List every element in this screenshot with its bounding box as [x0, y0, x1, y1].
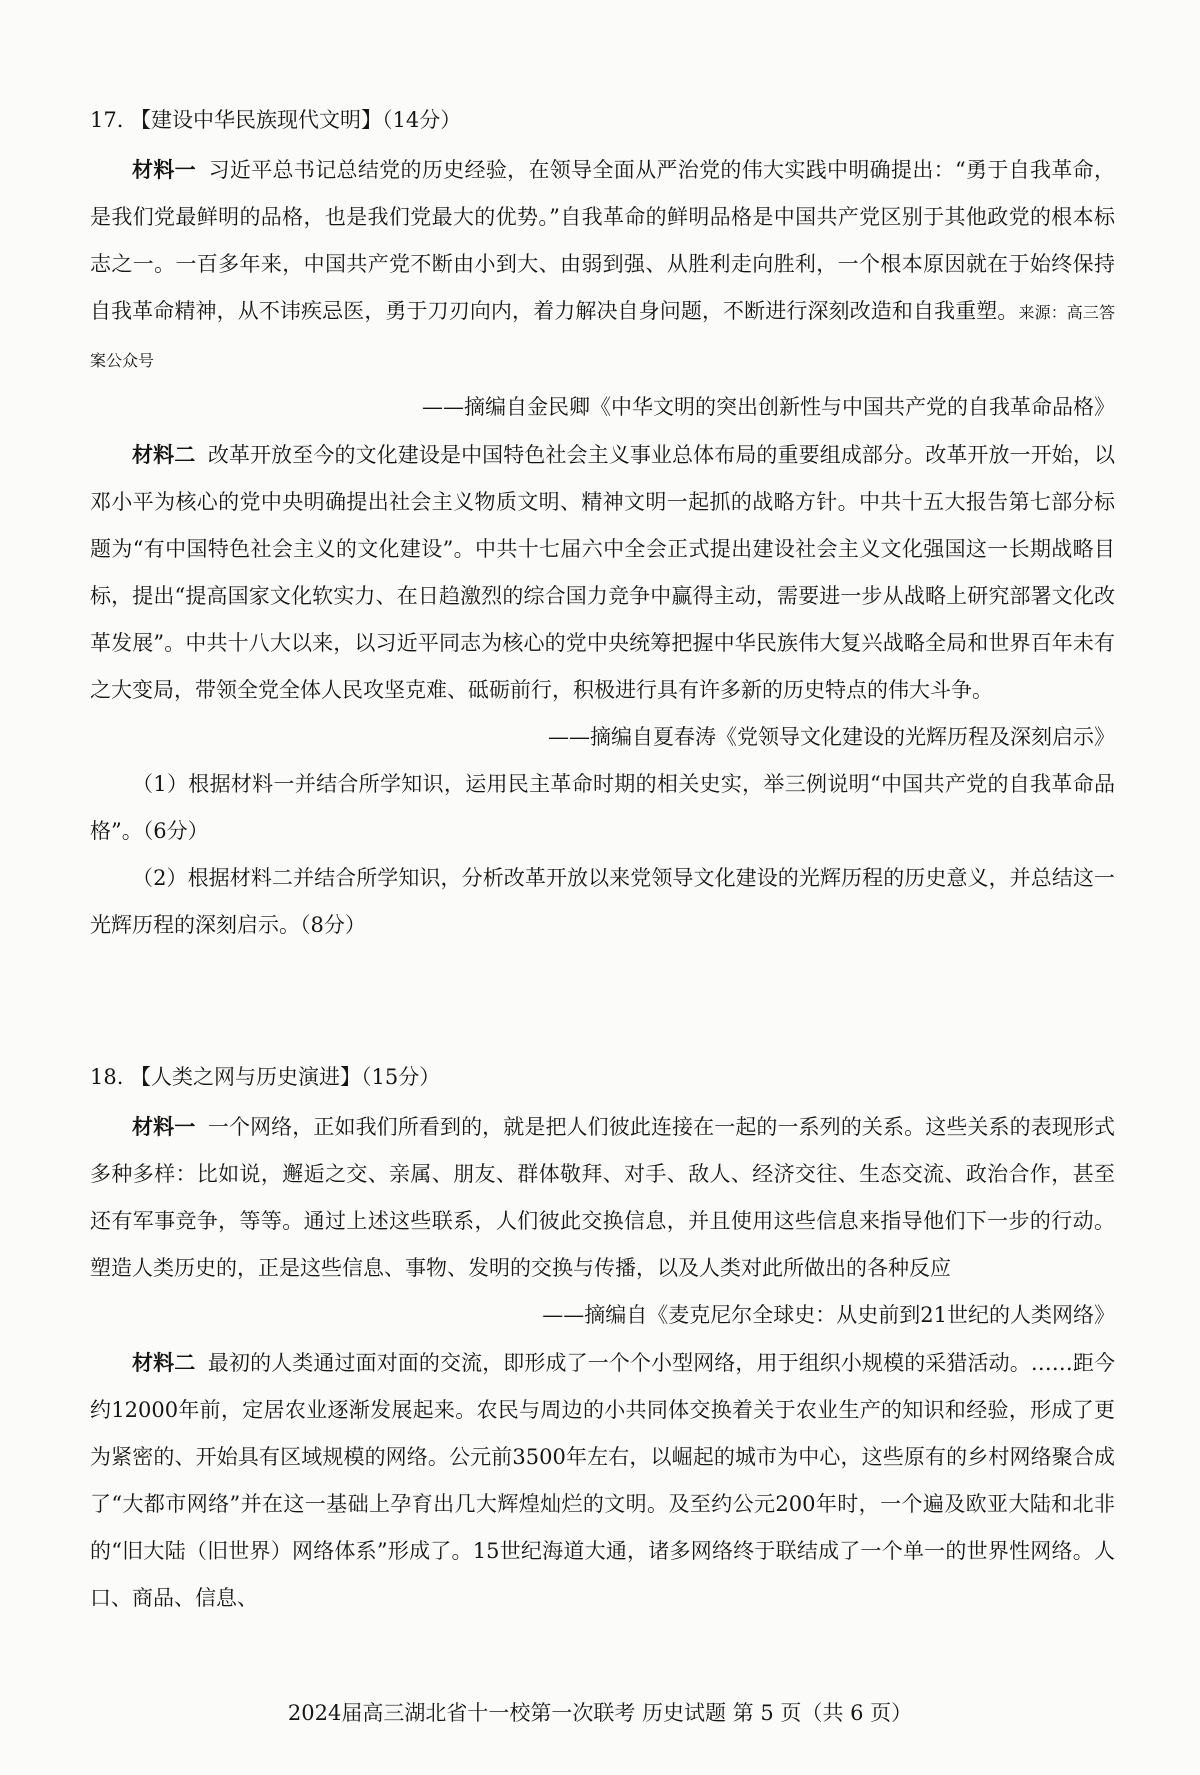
- question-18: [90, 1057, 1115, 1622]
- question-17: [90, 100, 1115, 949]
- q17-material-1: [90, 146, 1115, 384]
- q17-material-1-citation: ——摘编自金民卿《中华文明的突出创新性与中国共产党的自我革命品格》: [422, 395, 1115, 419]
- q17-material-2-citation: ——摘编自夏春涛《党领导文化建设的光辉历程及深刻启示》: [548, 725, 1115, 749]
- answer-space: [90, 949, 1115, 1057]
- q18-material-1-text: 一个网络，正如我们所看到的，就是把人们彼此连接在一起的一系列的关系。这些关系的表现形式多种多样：比如说，邂逅之交、亲属、朋友、群体敬拜、对手、敌人、经济交往、生态交流、政治合作，甚至还有军事竞争，等等。通过上述这些联系，人们彼此交换信息，并且使用这些信息来指导他们下一步的行动。塑造人类历史的，正是这些信息、事物、发明的交换与传播，以及人类对此所做出的各种反应: [90, 1115, 1115, 1280]
- q17-material-1-text: 习近平总书记总结党的历史经验，在领导全面从严治党的伟大实践中明确提出：“勇于自我革命，是我们党最鲜明的品格，也是我们党最大的优势。”自我革命的鲜明品格是中国共产党区别于其他政党的根本标志之一。一百多年来，中国共产党不断由小到大、由弱到强、从胜利走向胜利，一个根本原因就在于始终保持自我革命精神，从不讳疾忌医，勇于刀刃向内，着力解决自身问题，不断进行深刻改造和自我重塑。: [90, 158, 1116, 323]
- q18-material-2-text: 最初的人类通过面对面的交流，即形成了一个个小型网络，用于组织小规模的采猎活动。……距今约12000年前，定居农业逐渐发展起来。农民与周边的小共同体交换着关于农业生产的知识和经验，形成了更为紧密的、开始具有区域规模的网络。公元前3500年左右，以崛起的城市为中心，这些原有的乡村网络聚合成了“大都市网络”并在这一基础上孕育出几大辉煌灿烂的文明。及至约公元200年时，一个遍及欧亚大陆和北非的“旧大陆（旧世界）网络体系”形成了。15世纪海道大通，诸多网络终于联结成了一个单一的世界性网络。人口、商品、信息、: [90, 1351, 1116, 1610]
- q18-material-2: [90, 1339, 1115, 1622]
- q17-subquestion-1: （1）根据材料一并结合所学知识，运用民主革命时期的相关史实，举三例说明“中国共产党的自我革命品格”。（6分）: [90, 772, 1115, 843]
- q18-material-1-label: 材料一: [132, 1114, 196, 1139]
- q17-material-2-text: 改革开放至今的文化建设是中国特色社会主义事业总体布局的重要组成部分。改革开放一开始，以邓小平为核心的党中央明确提出社会主义物质文明、精神文明一起抓的战略方针。中共十五大报告第七部分标题为“有中国特色社会主义的文化建设”。中共十七届六中全会正式提出建设社会主义文化强国这一长期战略目标，提出“提高国家文化软实力、在日趋激烈的综合国力竞争中赢得主动，需要进一步从战略上研究部署文化改革发展”。中共十八大以来，以习近平同志为核心的党中央统筹把握中华民族伟大复兴战略全局和世界百年未有之大变局，带领全党全体人民攻坚克难、砥砺前行，积极进行具有许多新的历史特点的伟大斗争。: [90, 443, 1115, 702]
- q17-material-1-label: 材料一: [132, 157, 196, 182]
- question-17-number: 17.: [90, 108, 124, 132]
- q18-material-2-label: 材料二: [132, 1350, 196, 1375]
- q18-material-1: [90, 1103, 1115, 1292]
- q18-material-1-citation: ——摘编自《麦克尼尔全球史：从史前到21世纪的人类网络》: [542, 1303, 1115, 1327]
- q17-subquestion-2: （2）根据材料二并结合所学知识，分析改革开放以来党领导文化建设的光辉历程的历史意义，并总结这一光辉历程的深刻启示。（8分）: [90, 866, 1115, 937]
- page-content: [90, 100, 1115, 1622]
- source-note: 来源：高三答案公众号: [90, 303, 1115, 370]
- page-footer: 2024届高三湖北省十一校第一次联考 历史试题 第 5 页（共 6 页）: [287, 1701, 913, 1725]
- question-17-title: 【建设中华民族现代文明】（14分）: [130, 108, 462, 132]
- q17-material-2-label: 材料二: [132, 442, 196, 467]
- question-18-number: 18.: [90, 1065, 124, 1089]
- question-18-title: 【人类之网与历史演进】（15分）: [130, 1065, 441, 1089]
- q17-material-2: [90, 431, 1115, 714]
- question-18-heading: [90, 1057, 1115, 1097]
- question-17-heading: [90, 100, 1115, 140]
